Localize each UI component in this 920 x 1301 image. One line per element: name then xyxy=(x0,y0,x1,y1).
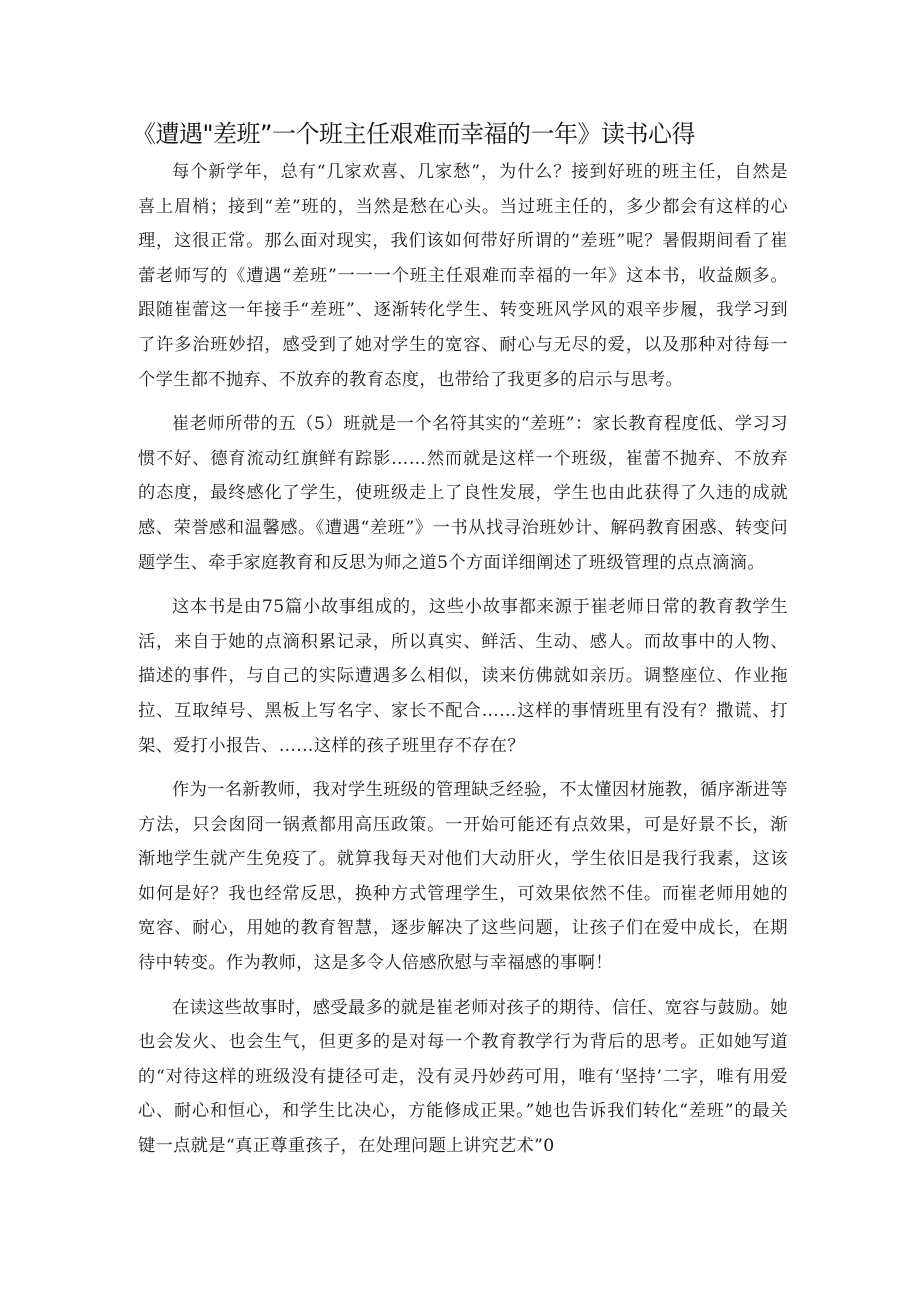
paragraph-3: 这本书是由75篇小故事组成的，这些小故事都来源于崔老师日常的教育教学生活，来自于她的点滴积累记录，所以真实、鲜活、生动、感人。而故事中的人物、描述的事件，与自己的实际遭遇多么相似，读来仿佛就如亲历。调整座位、作业拖拉、互取绰号、黑板上写名字、家长不配合……这样的事情班里有没有？撒谎、打架、爱打小报告、……这样的孩子班里存不存在？ xyxy=(138,597,788,756)
paragraph-5: 在读这些故事时，感受最多的就是崔老师对孩子的期待、信任、宽容与鼓励。她也会发火、也会生气，但更多的是对每一个教育教学行为背后的思考。正如她写道的“对待这样的班级没有捷径可走，没有灵丹妙药可用，唯有‘坚持’二字，唯有用爱心、耐心和恒心，和学生比决心，方能修成正果。”她也告诉我们转化“差班”的最关键一点就是“真正尊重孩子，在处理问题上讲究艺术”0 xyxy=(138,997,788,1157)
paragraph-1: 每个新学年，总有“几家欢喜、几家愁”，为什么？接到好班的班主任，自然是喜上眉梢；接到“差”班的，当然是愁在心头。当过班主任的，多少都会有这样的心理，这很正常。那么面对现实，我们该如何带好所谓的“差班”呢？暑假期间看了崔蕾老师写的《遭遇“差班”一一一个班主任艰难而幸福的一年》这本书，收益颇多。跟随崔蕾这一年接手“差班”、逐渐转化学生、转变班风学风的艰辛步履，我学习到了许多治班妙招，感受到了她对学生的宽容、耐心与无尽的爱，以及那种对待每一个学生都不抛弃、不放弃的教育态度，也带给了我更多的启示与思考。 xyxy=(138,162,788,390)
document-body xyxy=(138,155,788,1174)
paragraph-4: 作为一名新教师，我对学生班级的管理缺乏经验，不太懂因材施教，循序渐进等方法，只会囱冏一锅煮都用高压政策。一开始可能还有点效果，可是好景不长，渐渐地学生就产生免疫了。就算我每天对他们大动肝火，学生依旧是我行我素，这该如何是好？我也经常反思，换种方式管理学生，可效果依然不佳。而崔老师用她的宽容、耐心，用她的教育智慧，逐步解决了这些问题，让孩子们在爱中成长，在期待中转变。作为教师，这是多令人倍感欣慰与幸福感的事啊！ xyxy=(138,780,788,974)
document-title: 《遭遇"差班”一个班主任艰难而幸福的一年》读书心得 xyxy=(132,120,695,148)
paragraph-2: 崔老师所带的五（5）班就是一个名符其实的“差班”：家长教育程度低、学习习惯不好、德育流动红旗鲜有踪影……然而就是这样一个班级，崔蕾不抛弃、不放弃的态度，最终感化了学生，使班级走上了良性发展，学生也由此获得了久违的成就感、荣誉感和温馨感。《遭遇“差班”》一书从找寻治班妙计、解码教育困惑、转变问题学生、牵手家庭教育和反思为师之道5个方面详细阐述了班级管理的点点滴滴。 xyxy=(138,414,788,573)
